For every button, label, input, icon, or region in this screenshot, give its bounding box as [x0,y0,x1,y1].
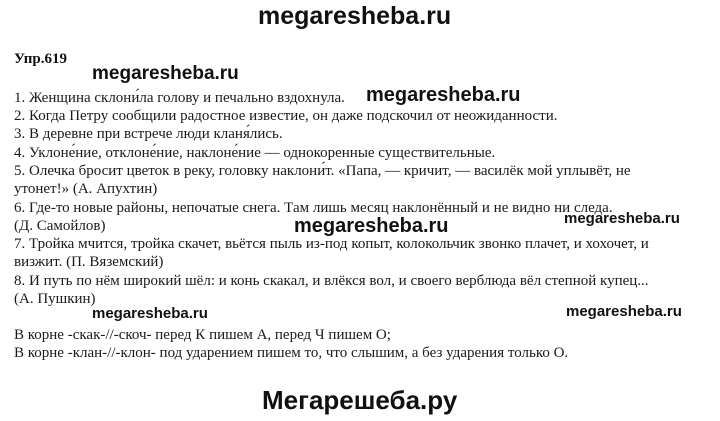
site-watermark: megaresheba.ru [366,84,521,106]
exercise-line-5b: утонет!» (А. Апухтин) [14,181,158,197]
exercise-title: Упр.619 [14,51,68,67]
site-watermark-bottom: Мегарешеба.ру [262,385,458,415]
exercise-line-1: 1. Женщина склони́ла голову и печально вздохнула. [14,90,345,106]
exercise-line-3: 3. В деревне при встрече люди кланя́лись. [14,126,283,142]
site-watermark-top: megaresheba.ru [258,2,452,30]
site-watermark: megaresheba.ru [92,305,208,322]
exercise-line-5: 5. Олечка бросит цветок в реку, головку наклони́т. «Папа, — кричит, — василёк мой уплывёт, не [14,163,631,179]
exercise-line-7: 7. Тройка мчится, тройка скачет, вьётся пыль из-под копыт, колокольчик звонко плачет, и хохочет, и [14,236,649,252]
exercise-line-6b: (Д. Самойлов) [14,218,106,234]
rule-line-2: В корне -клан-//-клон- под ударением пишем то, что слышим, а без ударения только О. [14,345,569,361]
exercise-line-7b: визжит. (П. Вяземский) [14,254,164,270]
exercise-line-2: 2. Когда Петру сообщили радостное известие, он даже подскочил от неожиданности. [14,108,558,124]
site-watermark: megaresheba.ru [566,303,682,320]
site-watermark: megaresheba.ru [92,63,239,84]
exercise-line-8b: (А. Пушкин) [14,291,96,307]
rule-line-1: В корне -скак-//-скоч- перед К пишем А, перед Ч пишем О; [14,327,391,343]
site-watermark: megaresheba.ru [564,210,680,227]
site-watermark: megaresheba.ru [294,215,449,237]
exercise-line-8: 8. И путь по нём широкий шёл: и конь скакал, и влёкся вол, и своего верблюда вёл степной купец... [14,273,649,289]
exercise-line-6: 6. Где-то новые районы, непочатые снега. Там лишь месяц наклонённый и не видно ни следа. [14,200,613,216]
exercise-line-4: 4. Уклоне́ние, отклоне́ние, наклоне́ние — однокоренные существительные. [14,145,496,161]
